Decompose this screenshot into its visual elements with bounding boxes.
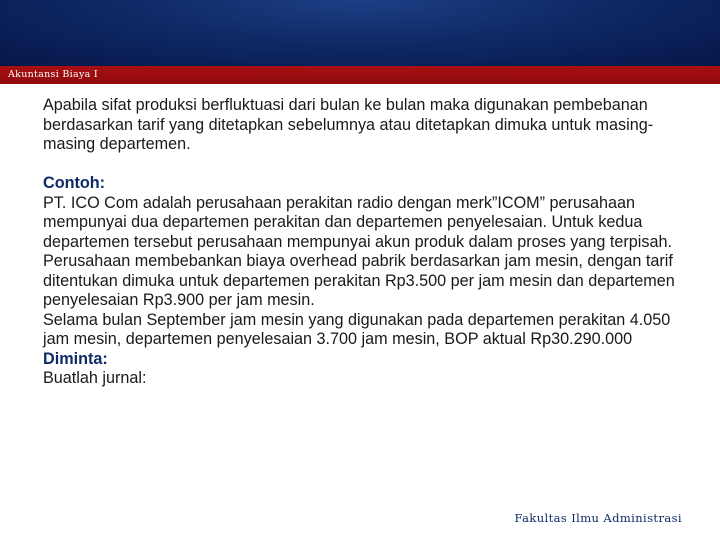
header-band [0,0,720,66]
example-paragraph-3: Selama bulan September jam mesin yang digunakan pada departemen perakitan 4.050 jam mesin, departemen penyelesaian 3.700 jam mesin, BOP aktual Rp30.290.000 [43,310,671,348]
course-bar [0,66,720,84]
example-heading: Contoh: [43,174,106,192]
required-heading: Diminta: [43,349,108,368]
spacer [43,155,693,175]
slide-body [43,96,693,389]
example-paragraph-1: PT. ICO Com adalah perusahaan perakitan radio dengan merk”ICOM” perusahaan mempunyai dua departemen perakitan dan departemen penyelesaian. Untuk kedua departemen tersebut perusahaan mempunyai akun produk dalam proses yang terpisah. [43,193,672,251]
course-title: Akuntansi Biaya I [8,69,98,80]
required-text: Buatlah jurnal: [43,369,147,387]
example-paragraph-2: Perusahaan membebankan biaya overhead pabrik berdasarkan jam mesin, dengan tarif ditentukan dimuka untuk departemen perakitan Rp3.500 per jam mesin dan departemen penyelesaian Rp3.900 per jam mesin. [43,252,675,309]
footer-faculty-label: Fakultas Ilmu Administrasi [514,511,682,525]
intro-paragraph: Apabila sifat produksi berfluktuasi dari bulan ke bulan maka digunakan pembebanan berdasarkan tarif yang ditetapkan sebelumnya atau ditetapkan dimuka untuk masing-masing departemen. [43,96,654,153]
